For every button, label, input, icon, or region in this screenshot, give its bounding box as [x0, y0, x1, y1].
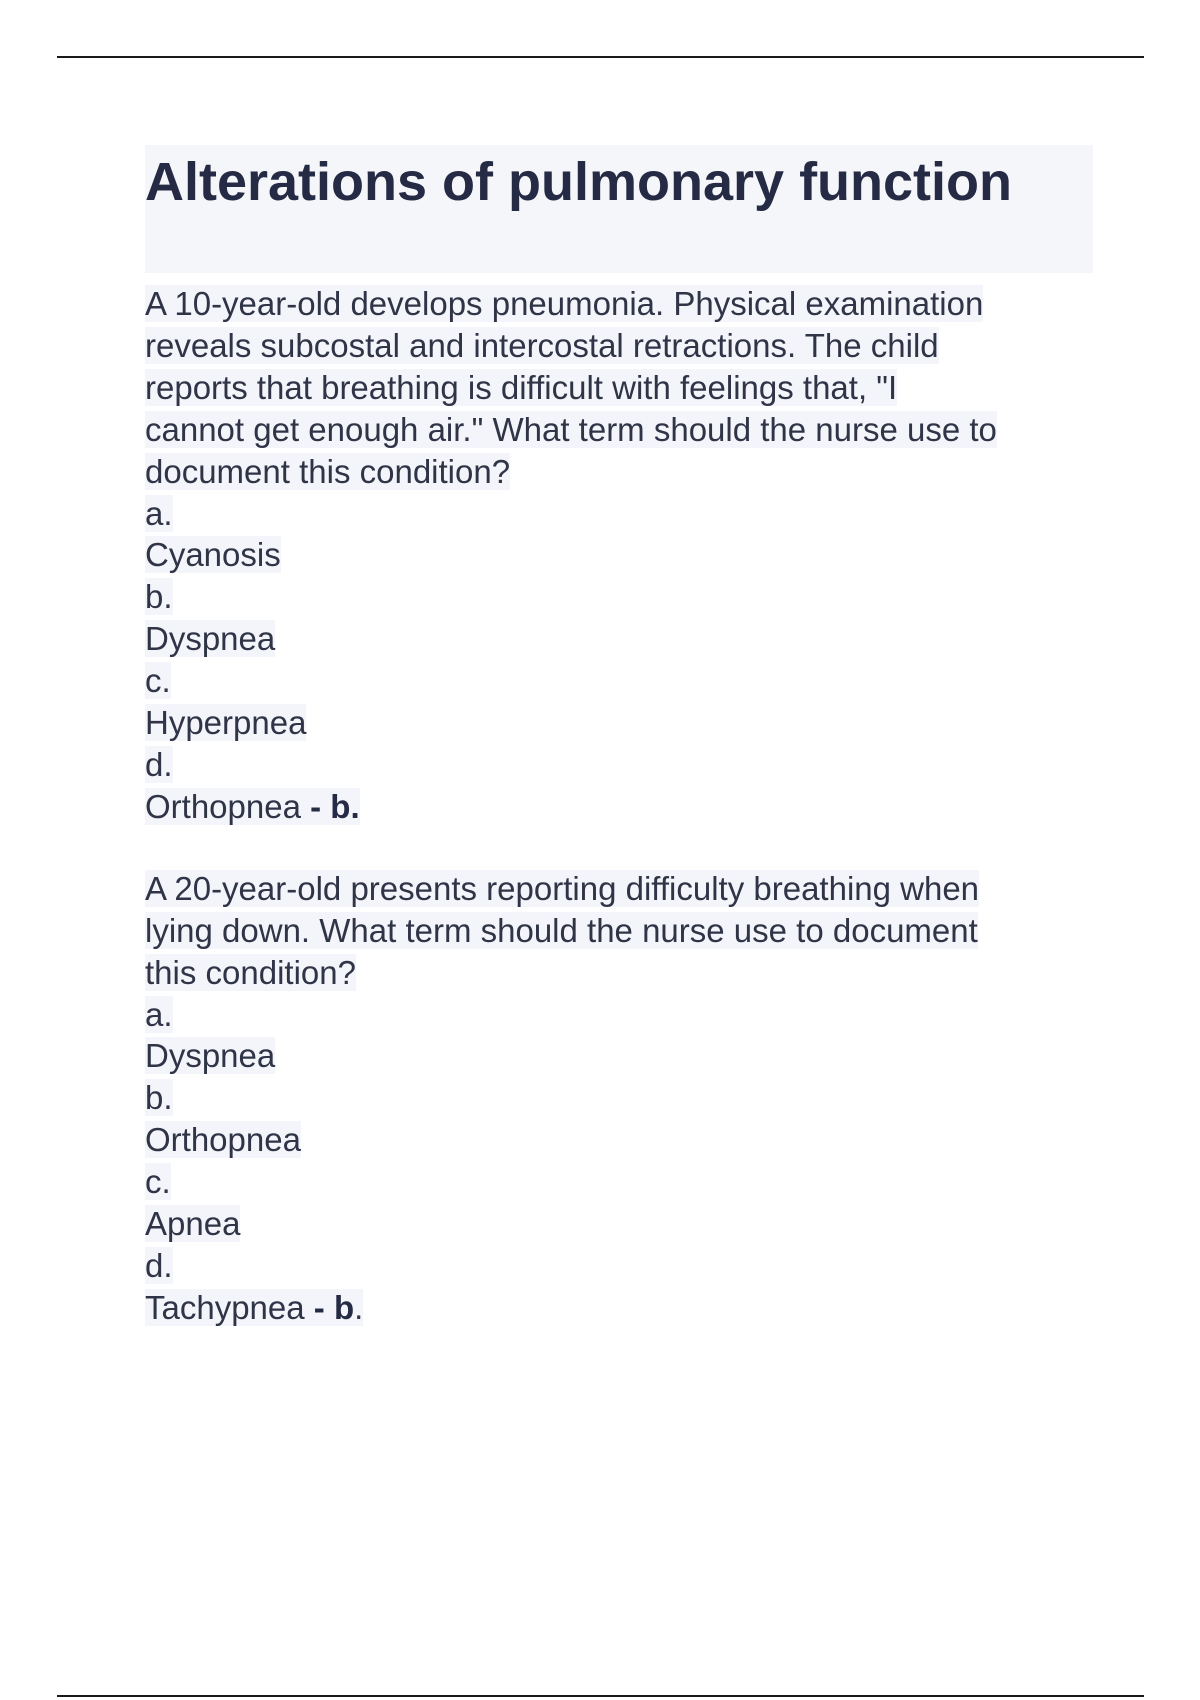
option-letter: a.	[145, 494, 173, 532]
question-stem-line: A 20-year-old presents reporting difficulty breathing when	[145, 869, 980, 907]
question-stem-line: A 10-year-old develops pneumonia. Physical examination	[145, 285, 984, 322]
option-text: Dyspnea	[145, 1037, 276, 1075]
option-letter: b.	[145, 578, 173, 616]
option-letter: d.	[145, 745, 173, 783]
answer-letter: b	[333, 1288, 355, 1326]
answer-trailing: .	[354, 1288, 364, 1326]
option-text: Apnea	[145, 1205, 241, 1243]
option-letter: c.	[145, 1163, 171, 1201]
option-text: Hyperpnea	[145, 704, 307, 742]
option-letter: d.	[145, 1246, 173, 1284]
option-text: Cyanosis	[145, 536, 281, 574]
answer-separator: -	[304, 1288, 334, 1326]
top-rule	[57, 56, 1144, 58]
page-content	[145, 145, 1095, 1329]
question-stem-line: reports that breathing is difficult with feelings that, "I	[145, 368, 898, 406]
bottom-rule	[57, 1695, 1144, 1697]
question-1	[145, 283, 1095, 828]
page-title: Alterations of pulmonary function	[145, 152, 1013, 212]
answer-separator: -	[300, 787, 331, 825]
question-stem-line: reveals subcostal and intercostal retractions. The child	[145, 326, 939, 364]
question-2	[145, 868, 1095, 1329]
option-letter: a.	[145, 995, 173, 1033]
option-text-with-answer: Orthopnea - b.	[145, 787, 360, 825]
question-stem-line: this condition?	[145, 953, 356, 991]
question-stem-line: cannot get enough air." What term should the nurse use to	[145, 410, 997, 448]
answer-letter: b	[330, 787, 351, 825]
question-stem-line: document this condition?	[145, 452, 511, 490]
option-letter: c.	[145, 662, 171, 700]
title-block	[145, 145, 1093, 273]
option-text: Dyspnea	[145, 620, 276, 658]
answer-trailing: .	[350, 787, 360, 825]
option-text-with-answer: Tachypnea - b.	[145, 1288, 364, 1326]
question-stem-line: lying down. What term should the nurse use to document	[145, 911, 978, 949]
option-text: Orthopnea	[145, 1121, 301, 1159]
option-letter: b.	[145, 1079, 173, 1117]
